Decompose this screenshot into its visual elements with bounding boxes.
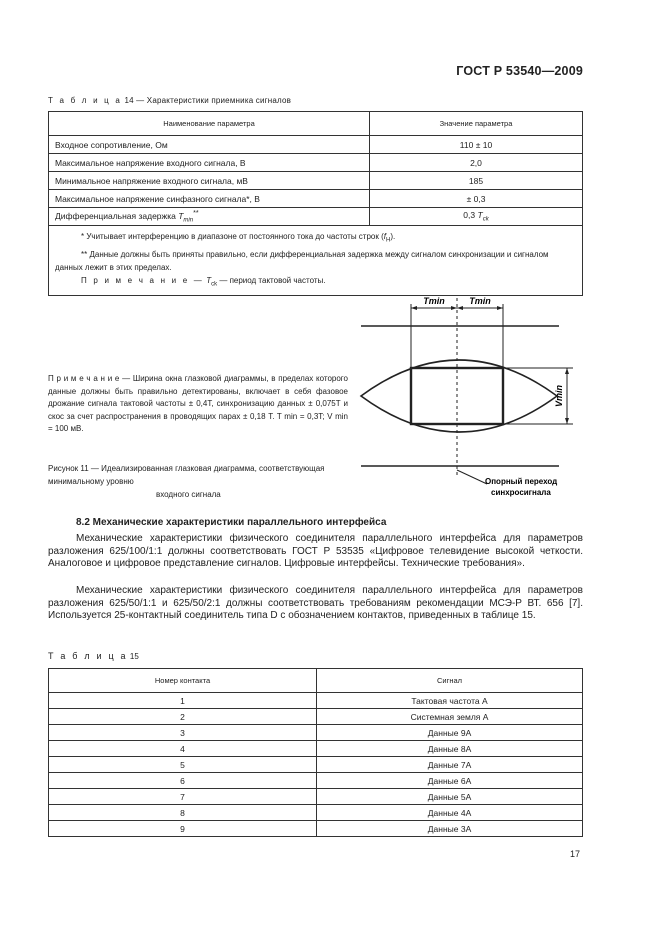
contact-cell: 5	[49, 757, 317, 773]
table-row	[49, 154, 583, 172]
param-cell: Максимальное напряжение входного сигнала, В	[49, 154, 370, 172]
table14-notes-row	[49, 226, 583, 296]
signal-cell: Данные 5А	[317, 789, 583, 805]
table15-header-row	[49, 669, 583, 693]
table-row	[49, 805, 583, 821]
reference-leader-line	[457, 470, 487, 484]
footnote-1: * Учитывает интерференцию в диапазоне от постоянного тока до частоты строк $(f_H)$.	[81, 232, 396, 244]
table15	[48, 668, 583, 837]
param-cell: Максимальное напряжение синфазного сигнала*, В	[49, 190, 370, 208]
table-row	[49, 208, 583, 226]
paragraph-1: Механические характеристики физического соединителя параллельного интерфейса для параметров разложения 625/100/1:1 должны соответствовать ГОСТ Р 53535 «Цифровое телевидение высокой четкости. Аналоговое и цифровое представление сигналов. Цифровые интерфейсы. Технические требования».	[48, 533, 583, 570]
table14-header-value: Значение параметра	[370, 112, 583, 136]
section-heading: 8.2 Механические характеристики параллельного интерфейса	[76, 517, 387, 528]
contact-cell: 2	[49, 709, 317, 725]
table15-header-contact: Номер контакта	[49, 669, 317, 693]
figure11-note: П р и м е ч а н и е — Ширина окна глазковой диаграммы, в пределах которого данные должны быть правильно детектированы, включает в себя фазовое дрожание сигнала тактовой частоты ± 0,4T, синхронизацию данных ± 0,075T и скос за счет распространения в проводящих парах ± 0,18 T. T min = 0,3T; V min = 100 мВ.	[48, 374, 348, 433]
signal-cell: Данные 6А	[317, 773, 583, 789]
eye-shape	[361, 360, 557, 432]
table14	[48, 111, 583, 296]
signal-cell: Данные 3А	[317, 821, 583, 837]
value-cell: 0,3 $T_{ck}$	[370, 208, 583, 226]
signal-cell: Данные 9А	[317, 725, 583, 741]
table-row	[49, 136, 583, 154]
contact-cell: 1	[49, 693, 317, 709]
table-row	[49, 190, 583, 208]
table14-header-row	[49, 112, 583, 136]
eye-diagram	[355, 290, 585, 500]
contact-cell: 4	[49, 741, 317, 757]
table14-notes	[49, 226, 583, 296]
reference-label-line1: Опорный переход	[485, 477, 558, 486]
param-cell: Входное сопротивление, Ом	[49, 136, 370, 154]
table14-note: П р и м е ч а н и е — $T_{ck}$ — период тактовой частоты.	[81, 275, 326, 288]
document-code: ГОСТ Р 53540—2009	[456, 64, 583, 78]
param-cell: Минимальное напряжение входного сигнала, мВ	[49, 172, 370, 190]
signal-cell: Данные 8А	[317, 741, 583, 757]
table15-caption: Т а б л и ц а 15	[48, 651, 139, 661]
table-row	[49, 741, 583, 757]
table-row	[49, 821, 583, 837]
signal-cell: Данные 7А	[317, 757, 583, 773]
paragraph-2: Механические характеристики физического соединителя параллельного интерфейса для параметров разложения 625/50/1:1 и 625/50/2:1 должны соответствовать требованиям рекомендации МСЭ-Р ВТ. 656 [7]. Используется 25-контактный соединитель типа D с обозначением контактов, приведенных в таблице 15.	[48, 585, 583, 622]
figure11-caption	[48, 462, 353, 501]
contact-cell: 7	[49, 789, 317, 805]
page-number: 17	[570, 849, 581, 859]
value-cell: 110 ± 10	[370, 136, 583, 154]
value-cell: 2,0	[370, 154, 583, 172]
table-row	[49, 172, 583, 190]
contact-cell: 9	[49, 821, 317, 837]
reference-label-line2: синхросигнала	[491, 488, 551, 497]
signal-cell: Системная земля А	[317, 709, 583, 725]
contact-cell: 8	[49, 805, 317, 821]
vmin-label: Vmin	[554, 384, 564, 408]
contact-cell: 6	[49, 773, 317, 789]
table14-caption: Т а б л и ц а 14 — Характеристики приемника сигналов	[48, 96, 292, 105]
figure11-caption-line2: входного сигнала	[156, 490, 221, 499]
signal-cell: Данные 4А	[317, 805, 583, 821]
footnote-2: ** Данные должны быть приняты правильно, если дифференциальная задержка между сигналом синхронизации и сигналом данных лежит в этих пределах.	[55, 249, 549, 272]
table15-header-signal: Сигнал	[317, 669, 583, 693]
tmin-label-1: Tmin	[423, 296, 445, 306]
contact-cell: 3	[49, 725, 317, 741]
value-cell: ± 0,3	[370, 190, 583, 208]
table-row	[49, 773, 583, 789]
value-cell: 185	[370, 172, 583, 190]
figure11-caption-line1: Рисунок 11 — Идеализированная глазковая диаграмма, соответствующая минимальному уровню	[48, 464, 325, 486]
signal-cell: Тактовая частота А	[317, 693, 583, 709]
table-row	[49, 789, 583, 805]
param-cell: Дифференциальная задержка $T_{min}^{**}$	[49, 208, 370, 226]
table-row	[49, 693, 583, 709]
table-row	[49, 757, 583, 773]
table-row	[49, 725, 583, 741]
table14-header-param: Наименование параметра	[49, 112, 370, 136]
tmin-label-2: Tmin	[469, 296, 491, 306]
table-row	[49, 709, 583, 725]
